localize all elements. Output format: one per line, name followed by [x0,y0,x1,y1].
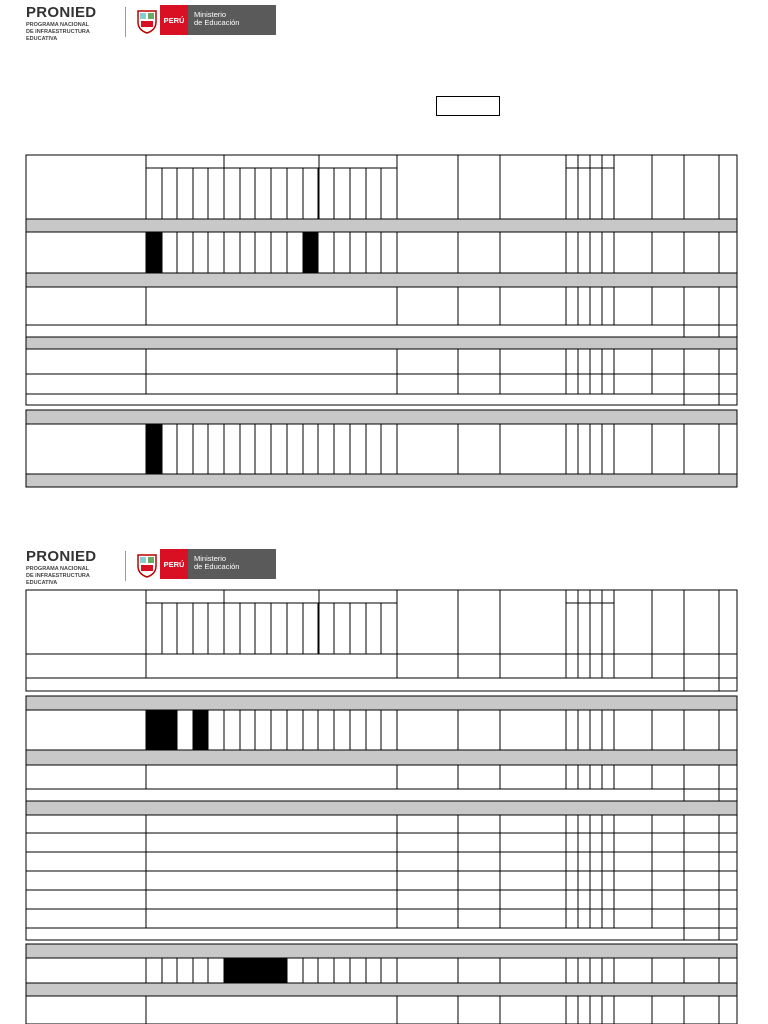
section-band [26,801,737,815]
total-row [26,789,737,801]
peru-label: PERÚ [160,549,188,579]
filled-cell [146,424,162,474]
section-band [26,410,737,424]
total-row [26,678,737,691]
section-band [26,983,737,996]
table-row [26,287,737,325]
section-band [26,696,737,710]
section-band [26,219,737,232]
ministry-line1: Ministerio [194,10,227,19]
table-row [26,909,737,928]
total-row [26,394,737,405]
section-band [26,474,737,487]
total-row [26,928,737,940]
brand-line2: DE INFRAESTRUCTURA EDUCATIVA [26,29,90,42]
section-band [26,337,737,349]
table-row [26,654,737,678]
section-band [26,750,737,765]
brand-line2: DE INFRAESTRUCTURA EDUCATIVA [26,573,90,586]
ministry-line2: de Educación [194,18,240,27]
table-row [26,890,737,909]
brand-name: PRONIED [26,548,97,565]
brand-name: PRONIED [26,4,97,21]
section-band [26,944,737,958]
table-row [26,871,737,890]
filled-cell [146,232,162,273]
table-row [26,852,737,871]
table-row [26,996,737,1024]
section-band [26,273,737,287]
table-row [26,765,737,789]
table-row [26,349,737,374]
peru-label: PERÚ [160,5,188,35]
ministry-line1: Ministerio [194,554,227,563]
filled-cell [193,710,208,750]
total-row [26,325,737,337]
table-row [26,815,737,833]
brand-line1: PROGRAMA NACIONAL [26,22,90,28]
ministry-line2: de Educación [194,562,240,571]
table-row [26,833,737,852]
brand-line1: PROGRAMA NACIONAL [26,566,90,572]
filled-cell [303,232,318,273]
table-row [26,374,737,394]
